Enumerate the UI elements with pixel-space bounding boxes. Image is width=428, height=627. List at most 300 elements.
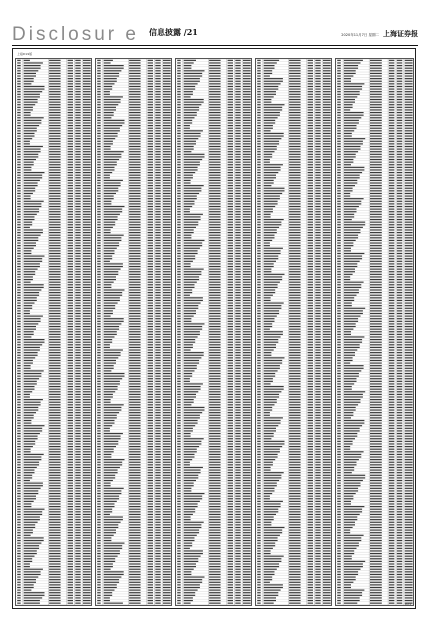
table-cell-text: [235, 516, 240, 517]
table-cell-text: [97, 271, 101, 272]
table-cell-text: [209, 603, 221, 604]
table-cell-text: [315, 107, 320, 108]
table-cell-text: [235, 412, 240, 413]
table-cell-text: [184, 519, 191, 520]
table-cell-text: [177, 289, 181, 290]
table-cell-text: [24, 373, 42, 374]
table-cell-text: [243, 60, 251, 61]
table-cell-text: [148, 373, 153, 374]
table-cell-text: [17, 579, 21, 580]
table-cell-text: [104, 334, 117, 335]
table-cell-text: [97, 469, 101, 470]
table-cell-text: [243, 498, 251, 499]
table-cell-text: [155, 381, 160, 382]
table-cell-text: [17, 227, 21, 228]
table-cell-text: [308, 102, 313, 103]
table-cell-text: [83, 503, 91, 504]
table-cell-text: [228, 592, 233, 593]
table-cell-text: [49, 329, 61, 330]
table-cell-text: [129, 464, 141, 465]
table-cell-text: [209, 522, 221, 523]
table-cell-text: [49, 574, 61, 575]
table-cell-text: [75, 274, 80, 275]
table-cell-text: [184, 537, 195, 538]
table-cell-text: [289, 138, 301, 139]
table-cell-text: [209, 88, 221, 89]
table-cell-text: [163, 329, 171, 330]
table-cell-text: [83, 496, 91, 497]
table-cell-text: [209, 524, 221, 525]
table-cell-text: [235, 537, 240, 538]
table-cell-text: [243, 222, 251, 223]
table-cell-text: [257, 263, 261, 264]
table-cell-text: [323, 83, 331, 84]
table-cell-text: [177, 524, 181, 525]
table-cell-text: [235, 143, 240, 144]
table-cell-text: [148, 488, 153, 489]
table-cell-text: [315, 159, 320, 160]
table-cell-text: [17, 86, 21, 87]
table-cell-text: [177, 352, 181, 353]
table-cell-text: [75, 459, 80, 460]
table-cell-text: [228, 566, 233, 567]
table-cell-text: [24, 240, 39, 241]
table-cell-text: [235, 595, 240, 596]
table-cell-text: [235, 409, 240, 410]
table-cell-text: [228, 222, 233, 223]
table-cell-text: [83, 182, 91, 183]
table-cell-text: [228, 469, 233, 470]
table-cell-text: [315, 83, 320, 84]
table-cell-text: [148, 86, 153, 87]
table-cell-text: [235, 195, 240, 196]
table-cell-text: [257, 88, 261, 89]
table-cell-text: [235, 399, 240, 400]
table-cell-text: [129, 177, 141, 178]
table-cell-text: [75, 282, 80, 283]
table-cell-text: [228, 443, 233, 444]
table-cell-text: [308, 219, 313, 220]
table-cell-text: [257, 245, 261, 246]
table-cell-text: [104, 376, 125, 377]
table-cell-text: [83, 537, 91, 538]
table-cell-text: [163, 130, 171, 131]
table-cell-text: [17, 125, 21, 126]
table-cell-text: [97, 164, 101, 165]
table-cell-text: [264, 195, 280, 196]
table-cell-text: [104, 415, 117, 416]
table-cell-text: [177, 545, 181, 546]
table-cell-text: [68, 462, 73, 463]
table-cell-text: [243, 571, 251, 572]
table-cell-text: [97, 383, 101, 384]
table-cell-text: [155, 344, 160, 345]
table-cell-text: [308, 206, 313, 207]
table-cell-text: [129, 104, 141, 105]
table-cell-text: [104, 237, 122, 238]
table-cell-text: [49, 180, 61, 181]
table-cell-text: [49, 222, 61, 223]
table-cell-text: [49, 271, 61, 272]
table-cell-text: [49, 352, 61, 353]
table-cell-text: [17, 282, 21, 283]
table-cell-text: [235, 209, 240, 210]
table-cell-text: [155, 339, 160, 340]
table-cell-text: [68, 240, 73, 241]
table-cell-text: [24, 263, 40, 264]
table-cell-text: [17, 336, 21, 337]
table-cell-text: [235, 459, 240, 460]
table-cell-text: [129, 540, 141, 541]
table-cell-text: [155, 399, 160, 400]
table-cell-text: [68, 381, 73, 382]
table-cell-text: [17, 175, 21, 176]
table-cell-text: [129, 349, 141, 350]
table-cell-text: [289, 169, 301, 170]
table-cell-text: [148, 193, 153, 194]
table-cell-text: [228, 94, 233, 95]
table-cell-text: [235, 451, 240, 452]
table-cell-text: [163, 420, 171, 421]
table-cell-text: [129, 258, 141, 259]
table-cell-text: [104, 91, 110, 92]
table-cell-text: [228, 595, 233, 596]
table-cell-text: [97, 436, 101, 437]
table-cell-text: [17, 65, 21, 66]
table-cell-text: [209, 425, 221, 426]
table-cell-text: [163, 211, 171, 212]
table-cell-text: [75, 488, 80, 489]
table-cell-text: [163, 360, 171, 361]
table-cell-text: [148, 128, 153, 129]
table-cell-text: [75, 378, 80, 379]
table-cell-text: [184, 318, 192, 319]
table-cell-text: [75, 574, 80, 575]
table-cell-text: [17, 569, 21, 570]
table-cell-text: [184, 506, 198, 507]
table-cell-text: [228, 436, 233, 437]
table-cell-text: [209, 177, 221, 178]
table-cell-text: [17, 88, 21, 89]
table-cell-text: [163, 284, 171, 285]
table-cell-text: [235, 454, 240, 455]
table-cell-text: [68, 81, 73, 82]
table-cell-text: [148, 548, 153, 549]
table-cell-text: [257, 232, 261, 233]
table-cell-text: [148, 467, 153, 468]
table-cell-text: [75, 347, 80, 348]
table-cell-text: [97, 420, 101, 421]
table-cell-text: [177, 271, 181, 272]
table-cell-text: [104, 597, 110, 598]
table-cell-text: [148, 428, 153, 429]
table-cell-text: [155, 349, 160, 350]
table-cell-text: [68, 115, 73, 116]
table-cell-text: [24, 488, 41, 489]
table-cell-text: [104, 112, 114, 113]
table-cell-text: [75, 133, 80, 134]
table-cell-text: [228, 302, 233, 303]
table-cell-text: [323, 159, 331, 160]
table-cell-text: [75, 227, 80, 228]
table-cell-text: [177, 472, 181, 473]
table-cell-text: [17, 506, 21, 507]
table-cell-text: [24, 115, 31, 116]
table-cell-text: [228, 295, 233, 296]
table-cell-text: [315, 180, 320, 181]
table-cell-text: [49, 381, 61, 382]
table-cell-text: [75, 391, 80, 392]
table-cell-text: [177, 459, 181, 460]
table-cell-text: [184, 365, 197, 366]
table-cell-text: [49, 344, 61, 345]
table-cell-text: [49, 464, 61, 465]
table-cell-text: [177, 209, 181, 210]
table-cell-text: [235, 428, 240, 429]
table-cell-text: [155, 271, 160, 272]
table-cell-text: [177, 532, 181, 533]
table-cell-text: [24, 485, 43, 486]
table-cell-text: [228, 329, 233, 330]
table-cell-text: [184, 321, 192, 322]
table-cell-text: [17, 195, 21, 196]
table-cell-text: [148, 60, 153, 61]
table-cell-text: [24, 535, 31, 536]
table-cell-text: [323, 177, 331, 178]
table-cell-text: [228, 456, 233, 457]
table-cell-text: [177, 193, 181, 194]
table-cell-text: [17, 292, 21, 293]
table-cell-text: [49, 190, 61, 191]
table-cell-text: [17, 597, 21, 598]
table-cell-text: [49, 475, 61, 476]
table-cell-text: [129, 81, 141, 82]
table-cell-text: [97, 378, 101, 379]
table-cell-text: [228, 548, 233, 549]
table-cell-text: [75, 289, 80, 290]
table-cell-text: [104, 381, 120, 382]
table-cell-text: [97, 464, 101, 465]
table-cell-text: [323, 180, 331, 181]
table-cell-text: [235, 146, 240, 147]
table-cell-text: [75, 329, 80, 330]
table-cell-text: [148, 248, 153, 249]
table-cell-text: [243, 99, 251, 100]
table-cell-text: [264, 149, 277, 150]
table-cell-text: [209, 373, 221, 374]
table-cell-text: [83, 289, 91, 290]
table-cell-text: [155, 430, 160, 431]
table-cell-text: [49, 75, 61, 76]
table-cell-text: [155, 595, 160, 596]
table-cell-text: [68, 292, 73, 293]
table-cell-text: [209, 73, 221, 74]
table-cell-text: [24, 135, 35, 136]
table-cell-text: [148, 276, 153, 277]
table-cell-text: [243, 198, 251, 199]
table-cell-text: [163, 318, 171, 319]
table-cell-text: [177, 229, 181, 230]
table-cell-text: [17, 417, 21, 418]
table-cell-text: [68, 279, 73, 280]
table-cell-text: [323, 227, 331, 228]
table-cell-text: [97, 232, 101, 233]
table-cell-text: [83, 574, 91, 575]
table-cell-text: [264, 250, 281, 251]
table-cell-text: [177, 449, 181, 450]
table-cell-text: [235, 532, 240, 533]
table-cell-text: [163, 548, 171, 549]
table-cell-text: [163, 404, 171, 405]
table-cell-text: [129, 167, 141, 168]
table-cell-text: [155, 404, 160, 405]
table-cell-text: [104, 175, 110, 176]
table-cell-text: [184, 235, 192, 236]
table-cell-text: [97, 480, 101, 481]
table-cell-text: [209, 180, 221, 181]
table-cell-text: [228, 188, 233, 189]
table-cell-text: [228, 511, 233, 512]
table-cell-text: [49, 263, 61, 264]
table-cell-text: [155, 216, 160, 217]
table-cell-text: [184, 237, 192, 238]
table-cell-text: [228, 571, 233, 572]
table-cell-text: [49, 370, 61, 371]
table-cell-text: [323, 151, 331, 152]
table-cell-text: [177, 412, 181, 413]
table-cell-text: [308, 175, 313, 176]
table-cell-text: [97, 195, 101, 196]
table-cell-text: [97, 308, 101, 309]
table-cell-text: [315, 112, 320, 113]
table-cell-text: [97, 399, 101, 400]
table-cell-text: [228, 130, 233, 131]
table-cell-text: [155, 373, 160, 374]
table-cell-text: [155, 177, 160, 178]
table-cell-text: [163, 592, 171, 593]
table-cell-text: [184, 597, 193, 598]
table-cell-text: [209, 394, 221, 395]
table-cell-text: [177, 566, 181, 567]
notice-title: 上接D19版: [17, 52, 33, 56]
table-cell-text: [184, 595, 196, 596]
table-cell-text: [17, 548, 21, 549]
table-cell-text: [177, 595, 181, 596]
table-cell-text: [104, 209, 123, 210]
table-cell-text: [243, 514, 251, 515]
table-cell-text: [264, 159, 270, 160]
table-cell-text: [49, 130, 61, 131]
table-cell-text: [209, 164, 221, 165]
table-cell-text: [49, 563, 61, 564]
table-cell-text: [17, 169, 21, 170]
table-cell-text: [228, 240, 233, 241]
table-cell-text: [264, 128, 273, 129]
table-cell-text: [155, 242, 160, 243]
table-cell-text: [264, 229, 277, 230]
table-cell-text: [308, 240, 313, 241]
table-cell-text: [75, 563, 80, 564]
table-cell-text: [308, 253, 313, 254]
table-cell-text: [104, 516, 123, 517]
table-cell-text: [264, 60, 279, 61]
table-cell-text: [83, 584, 91, 585]
table-cell-text: [184, 94, 193, 95]
table-cell-text: [49, 537, 61, 538]
table-cell-text: [148, 355, 153, 356]
table-cell-text: [68, 409, 73, 410]
table-cell-text: [83, 532, 91, 533]
table-cell-text: [315, 177, 320, 178]
table-cell-text: [104, 443, 119, 444]
table-cell-text: [24, 368, 31, 369]
table-cell-text: [68, 485, 73, 486]
table-cell-text: [83, 347, 91, 348]
table-cell-text: [243, 203, 251, 204]
table-cell-text: [24, 326, 36, 327]
table-cell-text: [184, 133, 201, 134]
table-cell-text: [184, 302, 201, 303]
table-cell-text: [148, 506, 153, 507]
table-cell-text: [163, 433, 171, 434]
table-cell-text: [129, 501, 141, 502]
table-cell-text: [17, 467, 21, 468]
table-cell-text: [163, 509, 171, 510]
table-cell-text: [129, 164, 141, 165]
table-cell-text: [243, 462, 251, 463]
table-cell-text: [68, 373, 73, 374]
table-cell-text: [235, 556, 240, 557]
table-cell-text: [177, 169, 181, 170]
issue-date: 2020年11月7日 星期二: [341, 33, 379, 37]
table-cell-text: [68, 112, 73, 113]
table-cell-text: [209, 349, 221, 350]
table-cell-text: [177, 378, 181, 379]
table-cell-text: [243, 88, 251, 89]
table-cell-text: [75, 342, 80, 343]
table-cell-text: [83, 464, 91, 465]
table-cell-text: [177, 60, 181, 61]
table-cell-text: [264, 258, 279, 259]
table-cell-text: [228, 253, 233, 254]
table-cell-text: [68, 425, 73, 426]
table-cell-text: [104, 584, 117, 585]
table-cell-text: [243, 261, 251, 262]
table-cell-text: [235, 235, 240, 236]
table-cell-text: [289, 104, 301, 105]
table-cell-text: [209, 592, 221, 593]
table-cell-text: [17, 235, 21, 236]
table-cell-text: [177, 120, 181, 121]
table-cell-text: [148, 477, 153, 478]
table-cell-text: [184, 423, 198, 424]
table-cell-text: [163, 336, 171, 337]
table-cell-text: [17, 287, 21, 288]
table-cell-text: [83, 81, 91, 82]
table-cell-text: [235, 198, 240, 199]
table-cell-text: [289, 177, 301, 178]
table-cell-text: [228, 232, 233, 233]
table-cell-text: [17, 334, 21, 335]
table-cell-text: [184, 493, 205, 494]
table-cell-text: [264, 177, 276, 178]
table-cell-text: [97, 258, 101, 259]
table-cell-text: [308, 112, 313, 113]
table-cell-text: [75, 501, 80, 502]
table-cell-text: [49, 305, 61, 306]
table-cell-text: [177, 177, 181, 178]
table-cell-text: [97, 305, 101, 306]
